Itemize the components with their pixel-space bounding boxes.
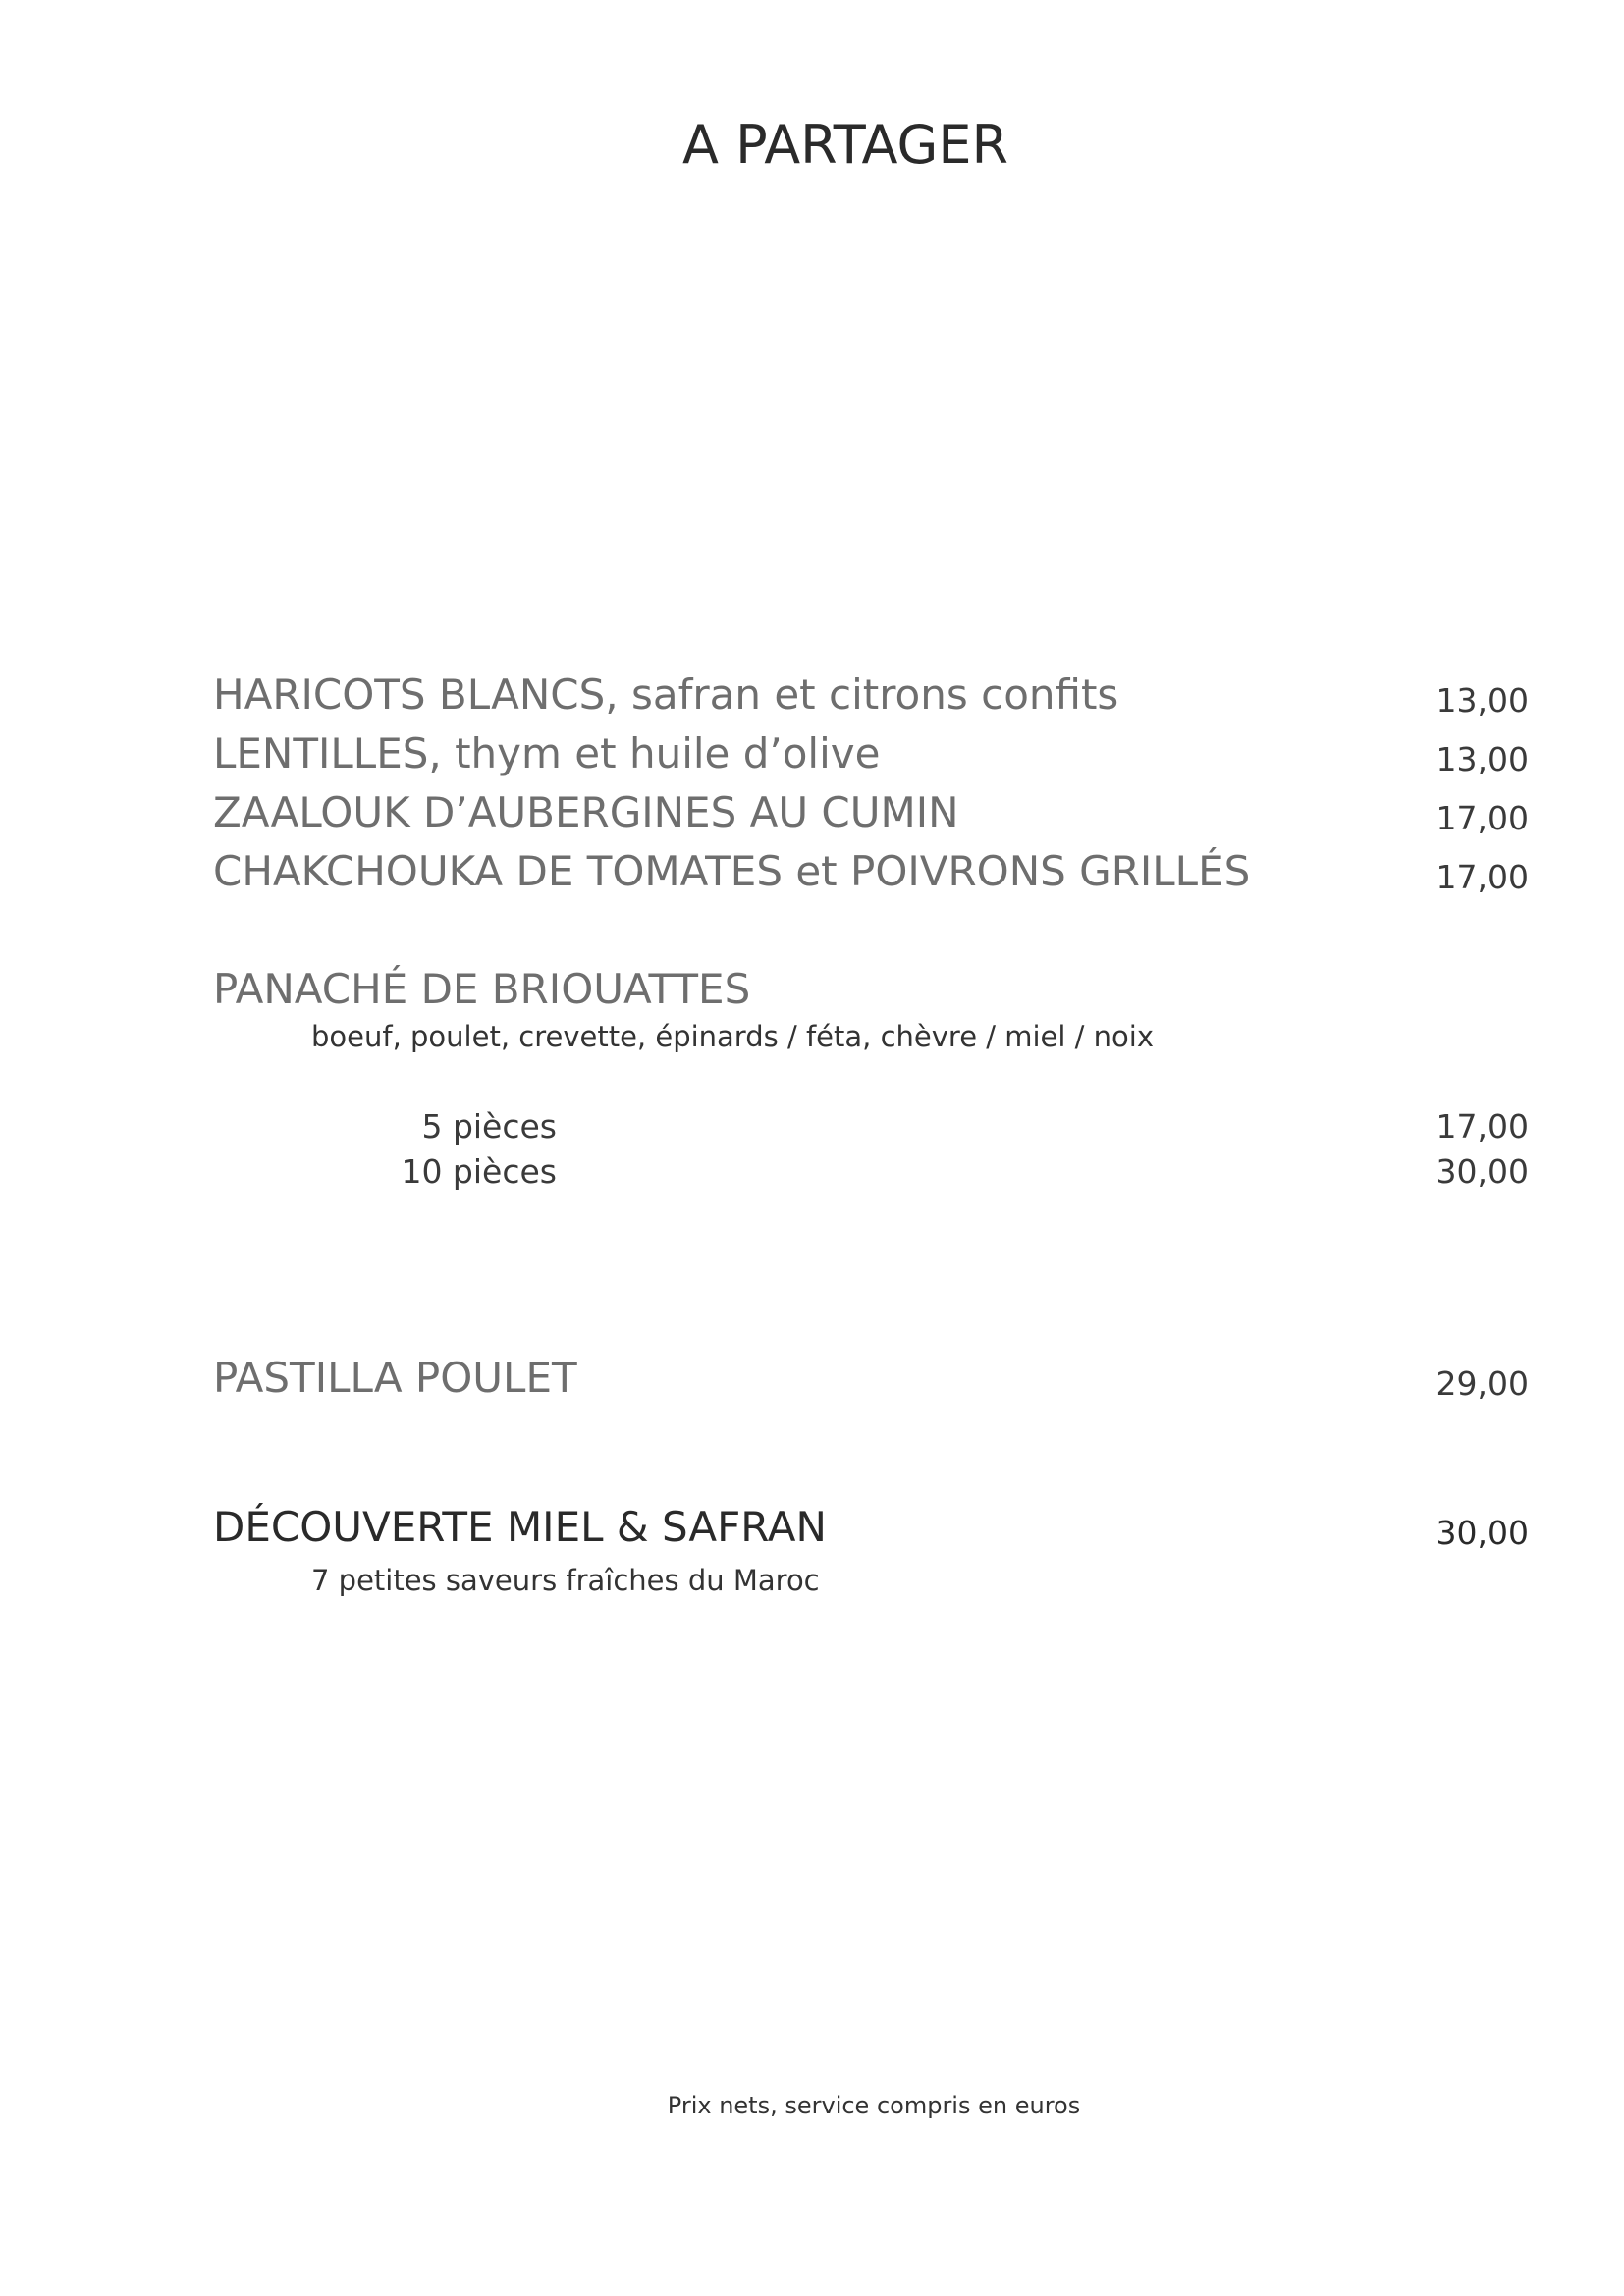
menu-item-name: DÉCOUVERTE MIEL & SAFRAN: [213, 1503, 827, 1551]
menu-item-pastilla: [213, 1349, 1529, 1408]
menu-item-name: ZAALOUK D’AUBERGINES AU CUMIN: [213, 788, 959, 836]
portion-row-10: [213, 1149, 1529, 1195]
menu-item-briouattes: [213, 960, 1529, 1019]
footer-note: [0, 2089, 1624, 2122]
menu-item-chakchouka: [213, 842, 1529, 901]
portion-qty: 5 pièces: [421, 1107, 557, 1146]
menu-item-decouverte: [213, 1498, 1529, 1557]
menu-item-haricots: [213, 666, 1529, 724]
menu-item-price: 13,00: [1435, 740, 1529, 778]
menu-item-lentilles: [213, 724, 1529, 783]
decouverte-description: 7 petites saveurs fraîches du Maroc: [311, 1564, 820, 1597]
menu-item-price: 29,00: [1435, 1364, 1529, 1403]
menu-item-name: HARICOTS BLANCS, safran et citrons confits: [213, 670, 1119, 719]
portion-price: 30,00: [1435, 1152, 1529, 1191]
menu-item-name: CHAKCHOUKA DE TOMATES et POIVRONS GRILLÉS: [213, 847, 1251, 895]
menu-item-name: LENTILLES, thym et huile d’olive: [213, 729, 881, 777]
menu-item-zaalouk: [213, 783, 1529, 842]
menu-item-price: 13,00: [1435, 681, 1529, 720]
footer-note-text: Prix nets, service compris en euros: [667, 2092, 1081, 2119]
menu-item-price: 17,00: [1435, 799, 1529, 837]
menu-item-price: 30,00: [1435, 1514, 1529, 1552]
page-title-text: A PARTAGER: [681, 114, 1008, 176]
portion-price: 17,00: [1435, 1107, 1529, 1146]
briouattes-description: boeuf, poulet, crevette, épinards / féta, chèvre / miel / noix: [311, 1020, 1154, 1053]
menu-item-name: PASTILLA POULET: [213, 1354, 577, 1402]
menu-item-name: PANACHÉ DE BRIOUATTES: [213, 965, 751, 1013]
portion-row-5: [213, 1104, 1529, 1149]
portion-qty: 10 pièces: [401, 1152, 557, 1191]
page-title: [67, 116, 1624, 174]
menu-item-price: 17,00: [1435, 858, 1529, 896]
